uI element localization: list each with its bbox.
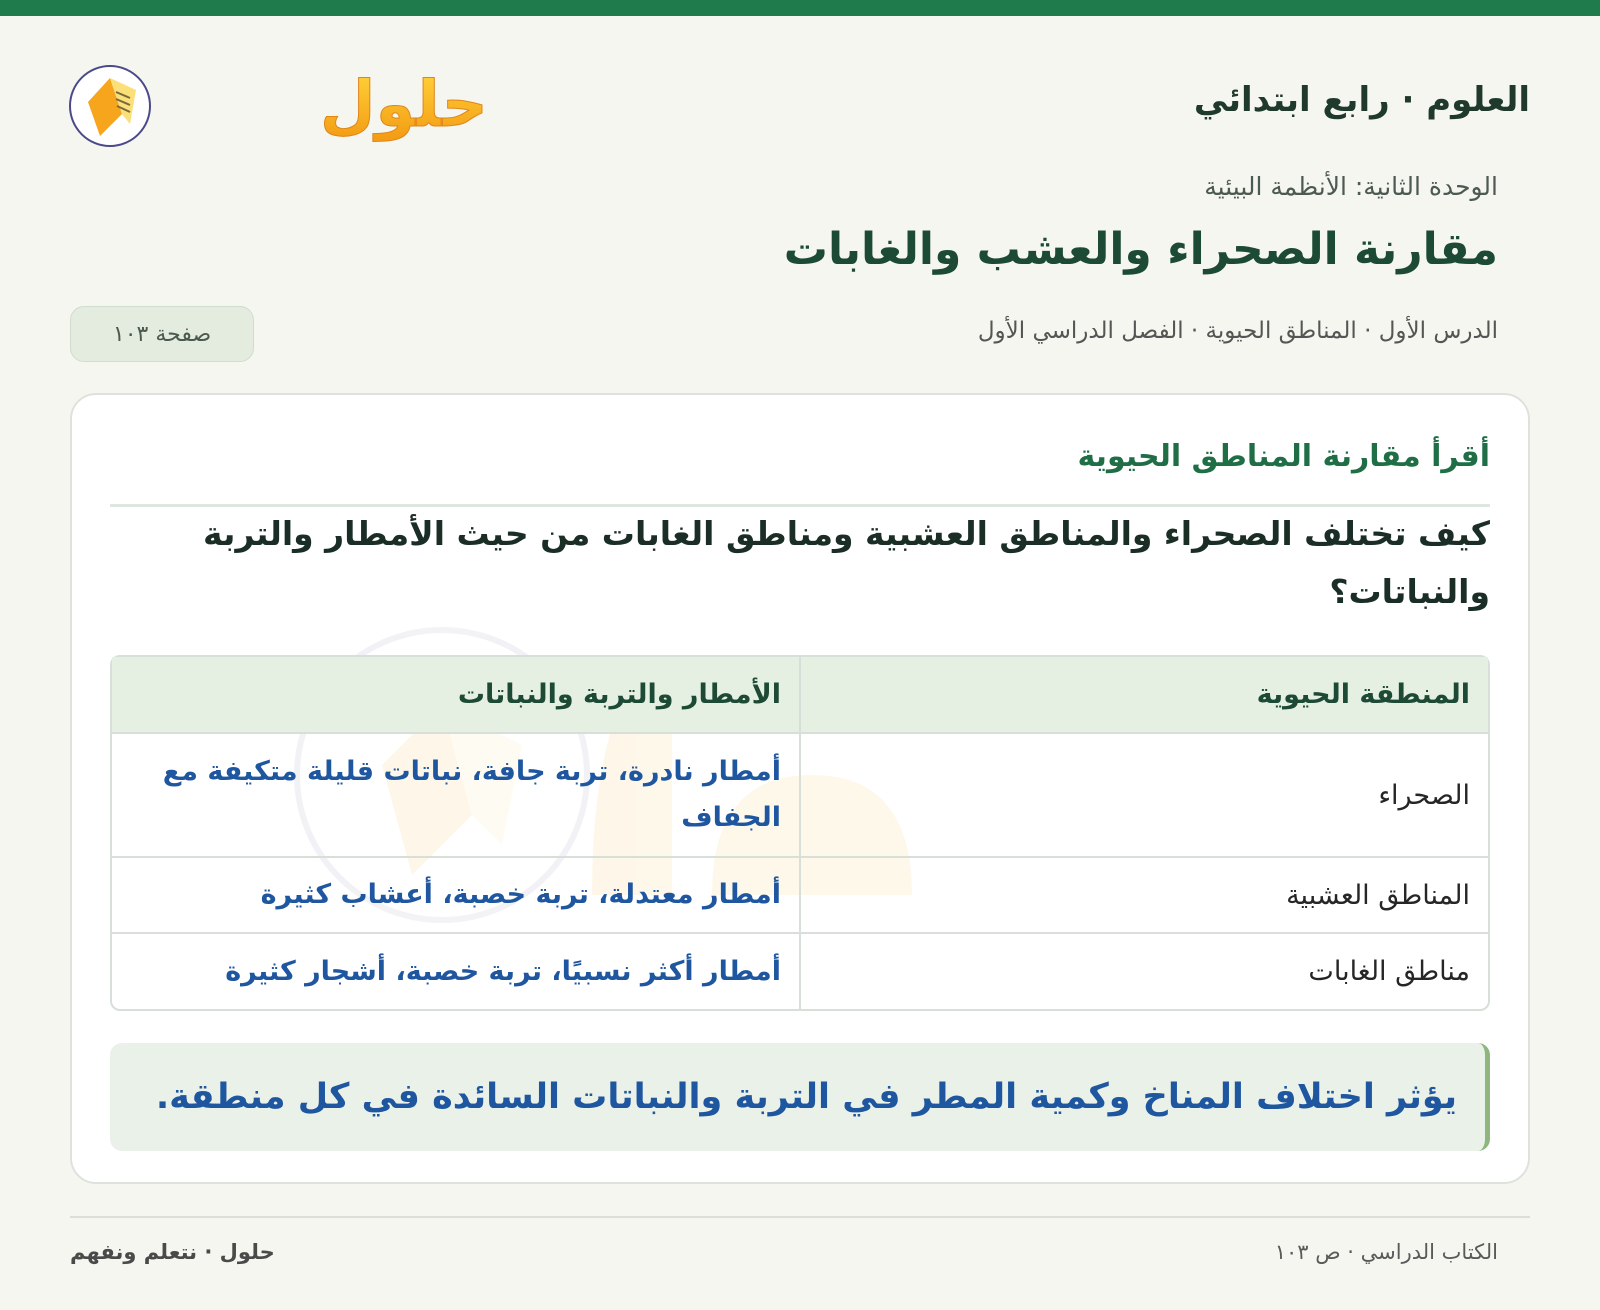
table-row: [112, 933, 1488, 1009]
logo-graphic: [70, 44, 488, 154]
hulul-logo[interactable]: [70, 44, 488, 154]
comparison-card: [70, 393, 1530, 1184]
description-cell: أمطار معتدلة، تربة خصبة، أعشاب كثيرة: [112, 857, 800, 933]
footer-divider: [70, 1216, 1530, 1218]
region-cell: المناطق العشبية: [800, 857, 1488, 933]
conclusion-note: يؤثر اختلاف المناخ وكمية المطر في التربة والنباتات السائدة في كل منطقة.: [110, 1043, 1490, 1151]
header-description: الأمطار والتربة والنباتات: [112, 657, 800, 733]
comparison-table: [110, 655, 1490, 1011]
footer-brand[interactable]: حلول · نتعلم ونفهم: [70, 1240, 275, 1264]
table-row: [112, 857, 1488, 933]
description-cell: أمطار أكثر نسبيًا، تربة خصبة، أشجار كثيرة: [112, 933, 800, 1009]
description-cell: أمطار نادرة، تربة جافة، نباتات قليلة متكيفة مع الجفاف: [112, 733, 800, 857]
table-row: [112, 733, 1488, 857]
page-number-badge: صفحة ١٠٣: [70, 306, 254, 362]
page-title: مقارنة الصحراء والعشب والغابات: [783, 224, 1498, 275]
unit-label: الوحدة الثانية: الأنظمة البيئية: [1204, 172, 1498, 201]
region-cell: الصحراء: [800, 733, 1488, 857]
lesson-breadcrumb: الدرس الأول · المناطق الحيوية · الفصل الدراسي الأول: [977, 318, 1498, 344]
footer-source: الكتاب الدراسي · ص ١٠٣: [1274, 1240, 1498, 1264]
page-header: [70, 44, 1530, 164]
header-region: المنطقة الحيوية: [800, 657, 1488, 733]
logo-text: حلول: [320, 68, 488, 142]
top-accent-bar: [0, 0, 1600, 16]
question-text: كيف تختلف الصحراء والمناطق العشبية ومناطق الغابات من حيث الأمطار والتربة والنباتات؟: [203, 514, 1490, 611]
region-cell: مناطق الغابات: [800, 933, 1488, 1009]
section-title: أقرأ مقارنة المناطق الحيوية: [110, 425, 1490, 507]
subject-grade: العلوم · رابع ابتدائي: [1193, 80, 1530, 120]
table-header-row: [112, 657, 1488, 733]
